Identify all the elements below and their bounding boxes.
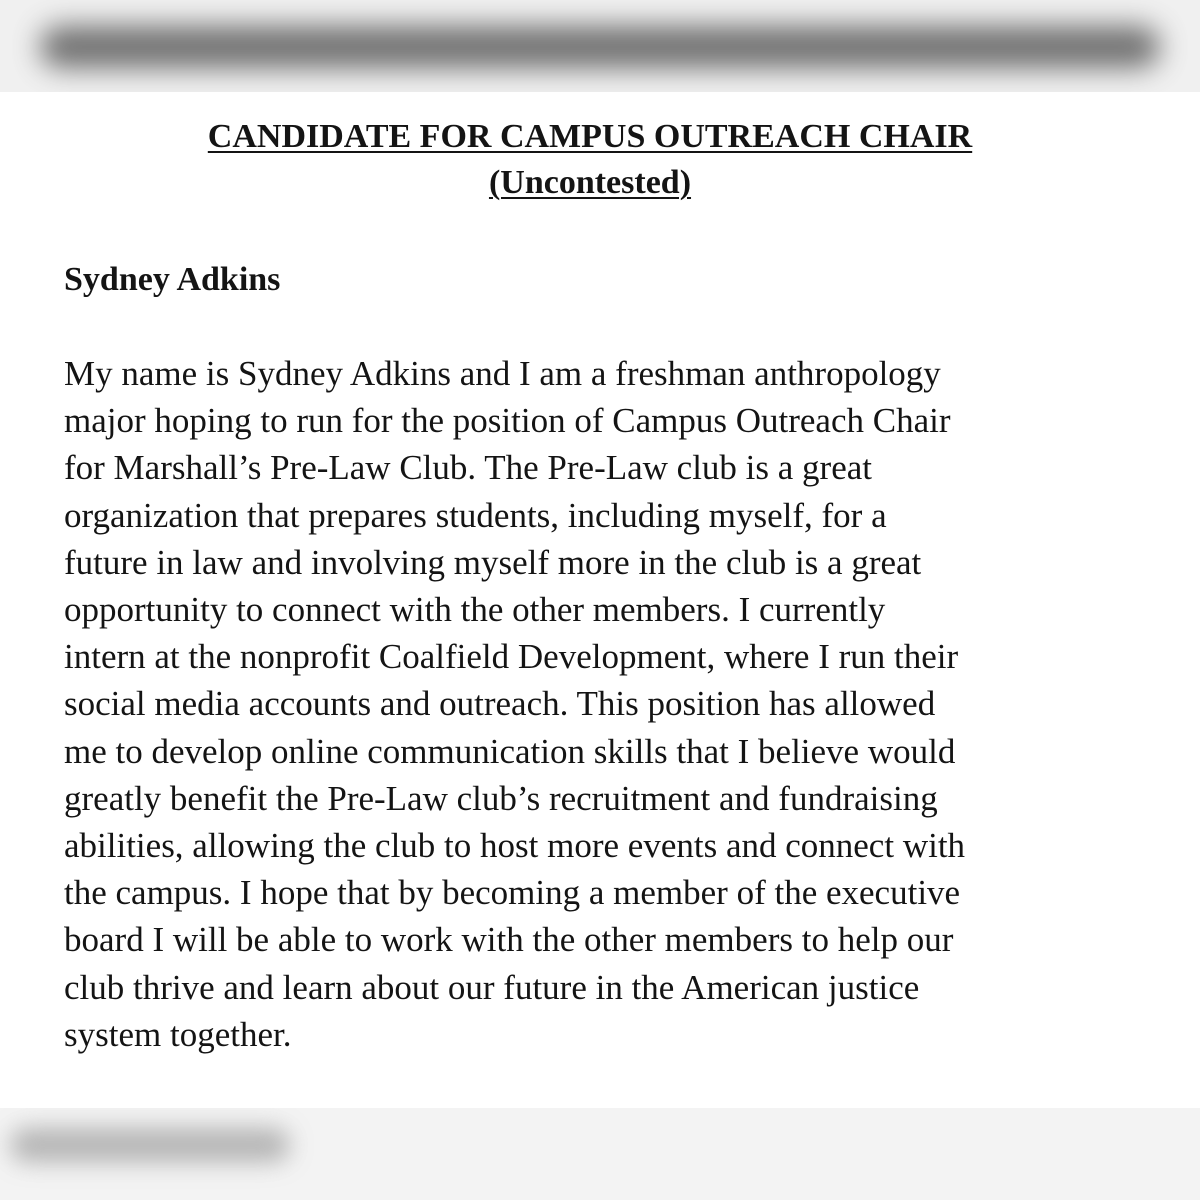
document-page <box>0 92 1200 1108</box>
heading-subtitle: (Uncontested) <box>488 164 692 201</box>
statement-line: My name is Sydney Adkins and I am a freshman anthropology <box>64 354 941 393</box>
statement-line: greatly benefit the Pre-Law club’s recruitment and fundraising <box>64 778 938 818</box>
statement-line: intern at the nonprofit Coalfield Development, where I run their <box>64 637 959 677</box>
statement-line: club thrive and learn about our future in the American justice <box>64 967 920 1007</box>
statement-line: future in law and involving myself more in the club is a great <box>64 542 922 582</box>
statement-line: board I will be able to work with the other members to help our <box>64 920 954 960</box>
blurred-text-smear <box>10 1128 290 1162</box>
heading-title: CANDIDATE FOR CAMPUS OUTREACH CHAIR <box>207 118 973 155</box>
statement-line: major hoping to run for the position of Campus Outreach Chair <box>64 401 951 441</box>
document-heading <box>0 114 1180 206</box>
statement-line: the campus. I hope that by becoming a member of the executive <box>64 873 961 913</box>
blurred-top-region <box>0 0 1200 92</box>
candidate-name: Sydney Adkins <box>64 261 281 298</box>
statement-line: abilities, allowing the club to host more events and connect with <box>64 826 966 866</box>
statement-line: organization that prepares students, including myself, for a <box>64 495 887 535</box>
blurred-text-smear <box>40 26 1160 68</box>
statement-line: for Marshall’s Pre-Law Club. The Pre-Law club is a great <box>64 448 873 488</box>
candidate-statement <box>64 350 1144 1058</box>
blurred-bottom-region <box>0 1108 1200 1200</box>
statement-line: social media accounts and outreach. This position has allowed <box>64 684 936 724</box>
statement-line: system together. <box>64 1014 292 1054</box>
statement-line: opportunity to connect with the other members. I currently <box>64 590 886 630</box>
statement-line: me to develop online communication skills that I believe would <box>64 731 956 771</box>
